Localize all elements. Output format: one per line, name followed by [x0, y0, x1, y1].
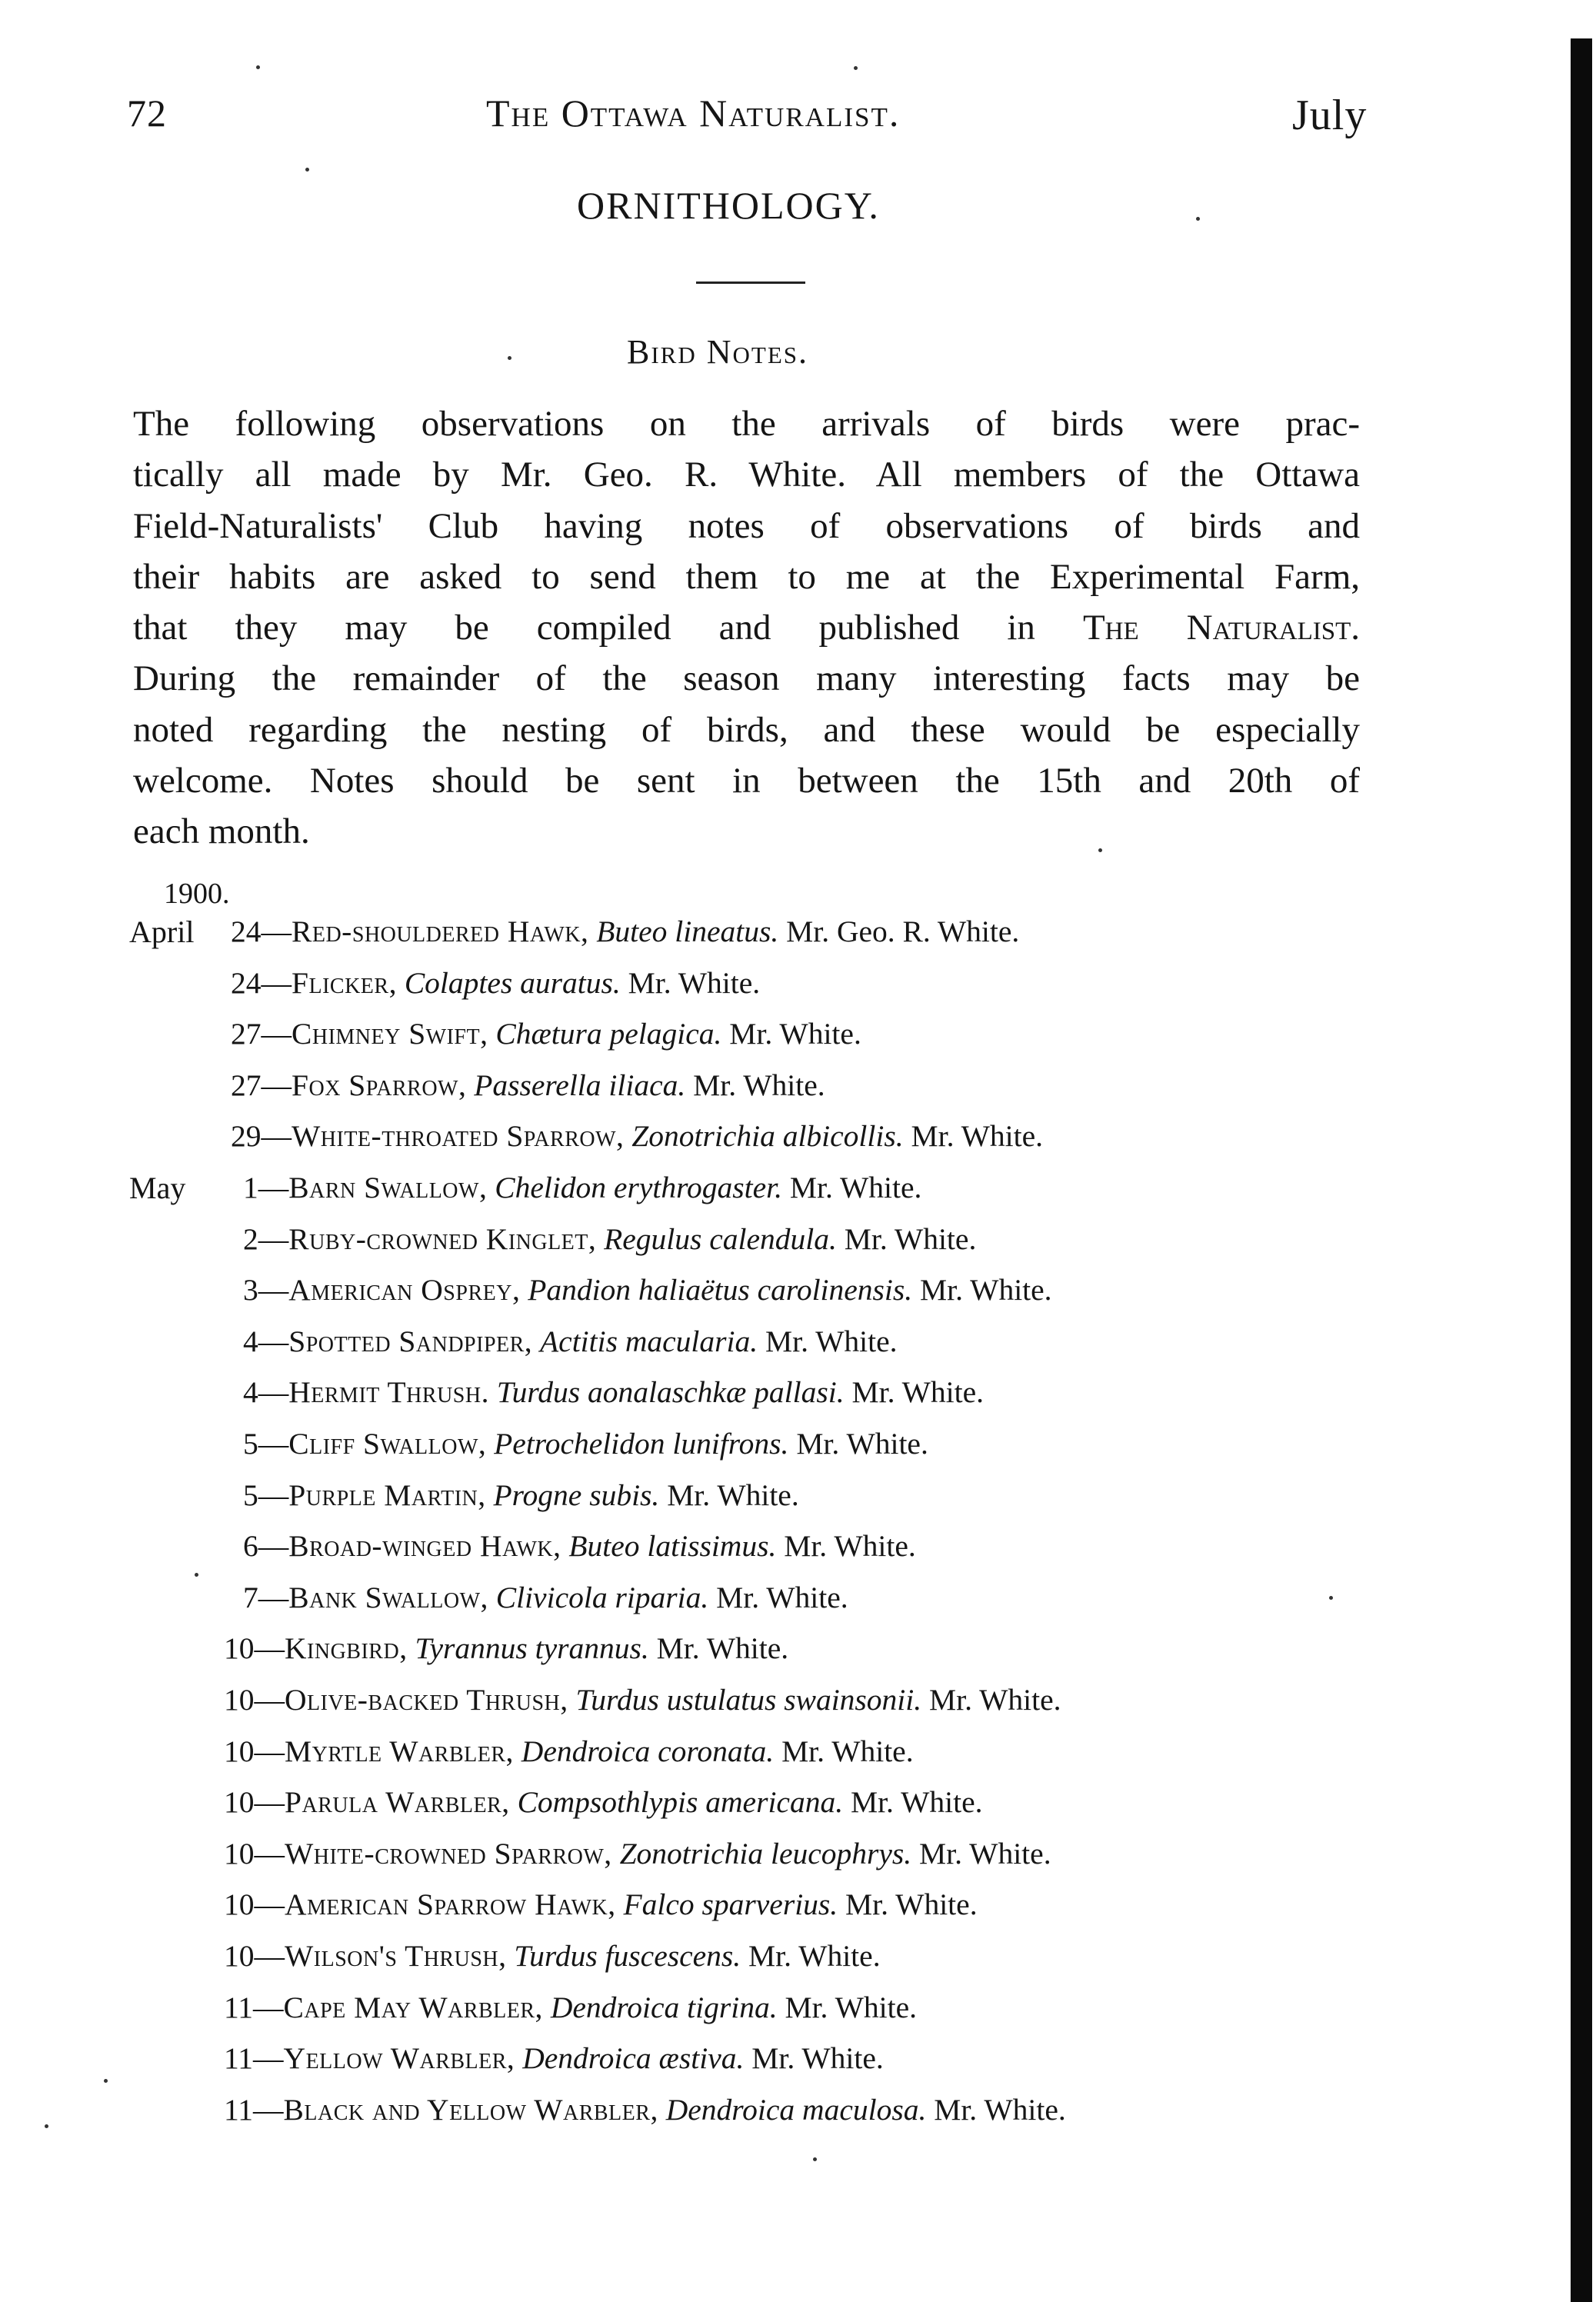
record-space — [507, 1939, 515, 1973]
record-space — [489, 1375, 497, 1409]
record-dash: — — [261, 1068, 292, 1102]
record-species: Cliff Swallow, — [288, 1427, 487, 1461]
record-dash: — — [258, 1273, 289, 1308]
record-latin: Dendroica coronata. — [521, 1734, 775, 1768]
record-space — [612, 1837, 620, 1871]
record-space — [596, 1222, 604, 1256]
scan-edge-bar — [1571, 38, 1592, 2302]
intro-line: noted regarding the nesting of birds, and these would be especially — [133, 709, 1360, 750]
record-dash: — — [258, 1375, 289, 1410]
record-latin: Zonotrichia albicollis. — [631, 1119, 904, 1154]
record-latin: Chelidon erythrogaster. — [495, 1171, 782, 1204]
record-row — [243, 1477, 799, 1513]
record-space — [658, 2093, 666, 2127]
scan-speck — [305, 168, 309, 172]
record-space — [532, 1324, 540, 1358]
record-observer: Mr. White. — [628, 965, 761, 1000]
record-observer: Mr. White. — [851, 1375, 984, 1410]
record-latin: Regulus calendula. — [604, 1221, 837, 1256]
record-row — [231, 1016, 861, 1051]
record-day: 11 — [224, 1990, 254, 2024]
record-latin: Buteo lineatus. — [596, 914, 779, 948]
record-observer: Mr. White. — [845, 1887, 978, 1922]
intro-line: During the remainder of the season many interesting facts may be — [133, 658, 1360, 699]
year-label: 1900. — [164, 878, 230, 910]
record-latin: Turdus ustulatus swainsonii. — [575, 1683, 922, 1717]
record-day: 10 — [224, 1939, 255, 1973]
record-species: American Sparrow Hawk, — [285, 1887, 616, 1922]
record-space — [721, 1017, 729, 1051]
record-species: Black and Yellow Warbler, — [283, 2092, 658, 2127]
record-row — [231, 914, 1019, 949]
record-dash: — — [254, 1836, 285, 1871]
record-latin: Dendroica tigrina. — [550, 1990, 778, 2024]
record-observer: Mr. White. — [796, 1427, 928, 1461]
record-space — [397, 966, 405, 1000]
record-latin: Tyrannus tyrannus. — [415, 1631, 649, 1666]
record-day: 27 — [231, 1068, 262, 1102]
record-observer: Mr. White. — [765, 1324, 898, 1358]
scan-speck — [45, 2124, 48, 2128]
record-space — [837, 1222, 845, 1256]
record-day: 4 — [243, 1375, 258, 1410]
record-dash: — — [253, 2041, 284, 2076]
record-species: Ruby-crowned Kinglet, — [288, 1221, 597, 1256]
record-space — [488, 1017, 495, 1051]
scan-speck — [813, 2157, 817, 2161]
record-space — [904, 1119, 911, 1153]
record-observer: Mr. White. — [919, 1836, 1051, 1871]
record-dash: — — [254, 1785, 285, 1820]
record-species: Cape May Warbler, — [283, 1990, 543, 2024]
scan-speck — [195, 1573, 198, 1577]
record-space — [466, 1068, 474, 1102]
record-observer: Mr. White. — [667, 1477, 799, 1512]
record-dash: — — [258, 1580, 289, 1614]
record-latin: Pandion haliaëtus carolinensis. — [528, 1273, 913, 1308]
record-species: White-throated Sparrow, — [292, 1119, 625, 1154]
record-space — [621, 966, 628, 1000]
record-species: Parula Warbler, — [285, 1785, 510, 1820]
record-day: 10 — [224, 1887, 255, 1922]
record-row — [224, 1938, 881, 1974]
record-latin: Turdus aonalaschkæ pallasi. — [496, 1375, 845, 1410]
record-space — [408, 1631, 415, 1665]
title-rule — [696, 282, 805, 284]
sub-title: Bird Notes. — [627, 333, 809, 371]
record-observer: Mr. Geo. R. White. — [786, 914, 1020, 948]
intro-line: The following observations on the arrivals of birds were prac- — [133, 404, 1360, 444]
record-latin: Buteo latissimus. — [568, 1529, 777, 1564]
record-species: Kingbird, — [285, 1631, 408, 1666]
record-latin: Zonotrichia leucophrys. — [619, 1836, 912, 1871]
record-dash: — — [261, 914, 292, 948]
record-dash: — — [253, 2092, 284, 2127]
record-row — [243, 1221, 976, 1257]
record-dash: — — [258, 1221, 289, 1256]
record-day: 7 — [243, 1580, 258, 1614]
record-dash: — — [258, 1427, 289, 1461]
record-space — [741, 1939, 748, 1973]
record-observer: Mr. White. — [844, 1221, 977, 1256]
record-dash: — — [258, 1477, 289, 1512]
record-species: Bank Swallow, — [288, 1580, 488, 1614]
record-latin: Dendroica æstiva. — [522, 2041, 745, 2076]
record-space — [911, 1837, 919, 1871]
record-row — [243, 1272, 1052, 1308]
journal-name: The Naturalist. — [1082, 608, 1361, 648]
record-dash: — — [254, 1734, 285, 1768]
record-observer: Mr. White. — [850, 1785, 983, 1820]
record-row — [243, 1374, 984, 1410]
record-space — [758, 1324, 765, 1358]
record-species: Purple Martin, — [288, 1477, 486, 1512]
record-row — [243, 1324, 898, 1359]
record-space — [926, 2093, 934, 2127]
record-space — [543, 1991, 551, 2024]
record-observer: Mr. White. — [716, 1580, 848, 1614]
record-dash: — — [254, 1683, 285, 1717]
intro-line-text: that they may be compiled and published in — [133, 608, 1035, 648]
record-space — [624, 1119, 631, 1153]
intro-line: each month. — [133, 811, 310, 852]
record-observer: Mr. White. — [934, 2092, 1066, 2127]
record-space — [659, 1478, 667, 1512]
record-day: 10 — [224, 1785, 255, 1820]
record-species: White-crowned Sparrow, — [285, 1836, 612, 1871]
record-row — [243, 1528, 916, 1564]
scan-speck — [104, 2079, 108, 2083]
record-space — [778, 914, 786, 948]
record-latin: Actitis macularia. — [540, 1324, 758, 1358]
record-species: Spotted Sandpiper, — [288, 1324, 533, 1358]
record-latin: Compsothlypis americana. — [517, 1785, 844, 1820]
scan-speck — [854, 66, 858, 70]
record-day: 3 — [243, 1273, 258, 1308]
record-day: 24 — [231, 914, 262, 948]
record-row — [231, 965, 760, 1001]
record-day: 2 — [243, 1221, 258, 1256]
record-row — [243, 1170, 921, 1205]
record-observer: Mr. White. — [929, 1683, 1061, 1717]
record-row — [224, 1784, 982, 1820]
record-species: Red-shouldered Hawk, — [292, 914, 589, 948]
record-space — [561, 1529, 569, 1563]
record-space — [774, 1734, 781, 1768]
record-dash: — — [258, 1529, 289, 1564]
record-latin: Falco sparverius. — [623, 1887, 838, 1922]
issue-month: July — [1292, 92, 1368, 139]
record-species: Yellow Warbler, — [283, 2041, 515, 2076]
record-species: Broad-winged Hawk, — [288, 1529, 561, 1564]
record-observer: Mr. White. — [781, 1734, 914, 1768]
record-row — [224, 2040, 884, 2076]
record-space — [845, 1375, 852, 1409]
record-space — [515, 2041, 522, 2075]
record-space — [921, 1683, 929, 1717]
intro-line: welcome. Notes should be sent in between the 15th and 20th of — [133, 761, 1360, 801]
record-day: 1 — [243, 1171, 258, 1204]
record-observer: Mr. White. — [656, 1631, 789, 1666]
record-latin: Turdus fuscescens. — [514, 1939, 741, 1973]
record-dash: — — [253, 1990, 284, 2024]
record-dash: — — [258, 1324, 289, 1358]
record-space — [486, 1427, 494, 1461]
record-species: Myrtle Warbler, — [285, 1734, 514, 1768]
record-day: 10 — [224, 1683, 255, 1717]
record-latin: Dendroica maculosa. — [665, 2092, 927, 2127]
record-row — [243, 1580, 848, 1615]
record-day: 6 — [243, 1529, 258, 1564]
record-row — [224, 1887, 978, 1922]
record-dash: — — [261, 1017, 292, 1051]
record-day: 29 — [231, 1119, 262, 1154]
record-row — [243, 1426, 928, 1461]
record-latin: Colaptes auratus. — [404, 965, 621, 1000]
month-label-may: May — [129, 1171, 186, 1205]
record-observer: Mr. White. — [789, 1171, 922, 1204]
record-space — [776, 1529, 784, 1563]
record-day: 10 — [224, 1631, 255, 1666]
record-latin: Chætura pelagica. — [495, 1017, 722, 1051]
record-space — [616, 1887, 624, 1921]
record-species: Hermit Thrush. — [288, 1375, 489, 1410]
record-row — [224, 1734, 914, 1769]
record-species: American Osprey, — [288, 1273, 521, 1308]
record-observer: Mr. White. — [911, 1119, 1044, 1154]
record-species: Flicker, — [292, 965, 397, 1000]
record-space — [744, 2041, 751, 2075]
record-space — [838, 1887, 845, 1921]
page-number: 72 — [127, 92, 167, 135]
record-observer: Mr. White. — [784, 1529, 916, 1564]
record-day: 10 — [224, 1836, 255, 1871]
record-latin: Petrochelidon lunifrons. — [494, 1427, 789, 1461]
record-day: 10 — [224, 1734, 255, 1768]
record-row — [224, 2092, 1066, 2127]
record-observer: Mr. White. — [693, 1068, 825, 1102]
record-species: Barn Swallow, — [288, 1171, 488, 1204]
record-space — [588, 914, 596, 948]
intro-line: Field-Naturalists' Club having notes of observations of birds and — [133, 505, 1360, 546]
scan-speck — [1329, 1596, 1333, 1600]
record-space — [782, 1171, 790, 1204]
intro-paragraph — [133, 398, 1360, 858]
record-space — [649, 1631, 657, 1665]
record-observer: Mr. White. — [751, 2041, 884, 2076]
record-row — [224, 1990, 917, 2025]
record-day: 5 — [243, 1427, 258, 1461]
record-space — [520, 1273, 528, 1307]
record-species: Olive-backed Thrush, — [285, 1683, 568, 1717]
record-observer: Mr. White. — [785, 1990, 917, 2024]
record-day: 5 — [243, 1477, 258, 1512]
intro-line: their habits are asked to send them to me at the Experimental Farm, — [133, 556, 1360, 597]
record-day: 11 — [224, 2092, 254, 2127]
record-day: 11 — [224, 2041, 254, 2076]
record-space — [843, 1785, 851, 1819]
record-observer: Mr. White. — [748, 1939, 881, 1973]
record-space — [912, 1273, 920, 1307]
record-latin: Passerella iliaca. — [474, 1068, 686, 1102]
record-space — [514, 1734, 521, 1768]
record-species: Wilson's Thrush, — [285, 1939, 507, 1973]
running-title: The Ottawa Naturalist. — [486, 92, 901, 135]
record-dash: — — [261, 1119, 292, 1154]
record-observer: Mr. White. — [920, 1273, 1052, 1308]
scan-speck — [1098, 848, 1102, 852]
record-row — [231, 1118, 1043, 1154]
record-space — [708, 1581, 716, 1614]
record-space — [568, 1683, 576, 1717]
record-row — [224, 1836, 1051, 1871]
section-title: ORNITHOLOGY. — [577, 184, 880, 227]
record-day: 24 — [231, 965, 262, 1000]
record-row — [224, 1631, 788, 1666]
record-space — [685, 1068, 693, 1102]
record-observer: Mr. White. — [729, 1017, 861, 1051]
record-dash: — — [254, 1939, 285, 1973]
record-latin: Clivicola riparia. — [495, 1580, 709, 1614]
record-row — [231, 1068, 825, 1103]
month-label-april: April — [129, 914, 195, 949]
scan-speck — [508, 356, 511, 360]
record-dash: — — [254, 1887, 285, 1922]
record-dash: — — [254, 1631, 285, 1666]
record-space — [788, 1427, 796, 1461]
record-space — [486, 1478, 494, 1512]
record-species: Chimney Swift, — [292, 1017, 488, 1051]
record-dash: — — [258, 1171, 289, 1204]
record-space — [510, 1785, 518, 1819]
record-space — [488, 1581, 496, 1614]
record-latin: Progne subis. — [493, 1477, 660, 1512]
record-space — [778, 1991, 785, 2024]
scan-speck — [256, 65, 260, 69]
record-space — [487, 1171, 495, 1204]
record-row — [224, 1682, 1061, 1717]
intro-line-with-journal — [133, 602, 1360, 653]
record-day: 4 — [243, 1324, 258, 1358]
scan-speck — [1196, 217, 1200, 221]
record-species: Fox Sparrow, — [292, 1068, 467, 1102]
record-day: 27 — [231, 1017, 262, 1051]
intro-line: tically all made by Mr. Geo. R. White. All members of the Ottawa — [133, 455, 1360, 495]
record-dash: — — [261, 965, 292, 1000]
